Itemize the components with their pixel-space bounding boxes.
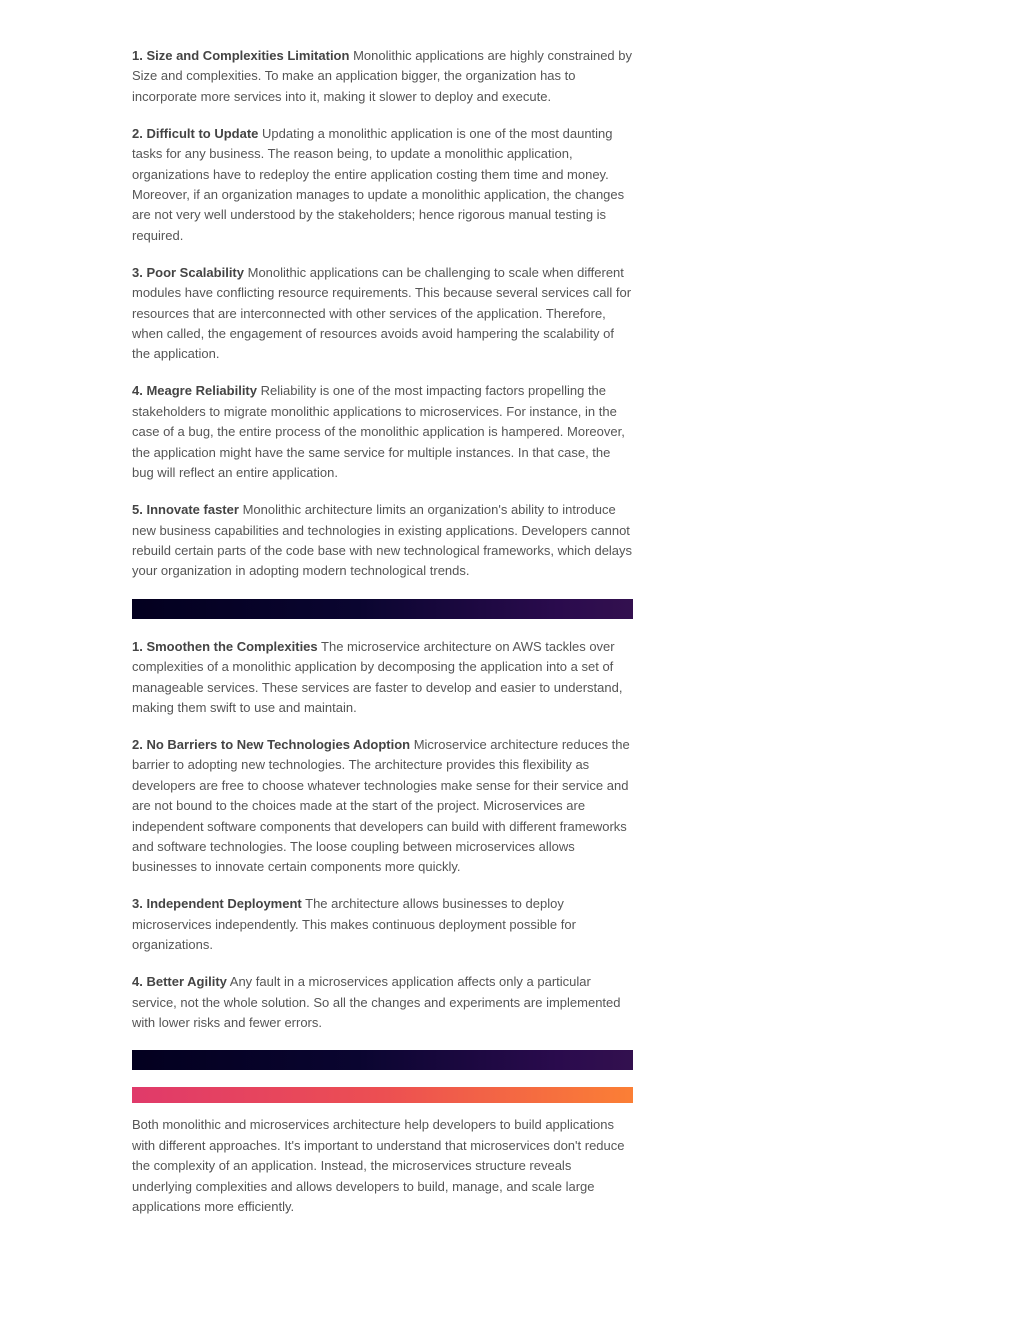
conclusion-section xyxy=(132,1115,633,1217)
challenge-text: Reliability is one of the most impacting factors propelling the stakeholders to migrate monolithic applications to microservices. For instance, in the case of a bug, the entire process of the monolithic application is hampered. Moreover, the application might have the same service for multiple instances. In that case, the bug will reflect an entire application. xyxy=(132,383,625,481)
challenge-title: 4. Meagre Reliability xyxy=(132,383,257,399)
benefit-text: The microservice architecture on AWS tackles over complexities of a monolithic application by decomposing the application into a set of manageable services. These services are faster to develop and easier to understand, making them swift to use and maintain. xyxy=(132,638,623,715)
benefit-paragraph xyxy=(132,637,633,719)
challenge-title: 2. Difficult to Update xyxy=(132,125,259,141)
challenge-title: 3. Poor Scalability xyxy=(132,264,244,280)
benefit-title: 3. Independent Deployment xyxy=(132,896,302,912)
challenge-paragraph xyxy=(132,500,633,582)
challenge-paragraph xyxy=(132,381,633,483)
challenge-paragraph xyxy=(132,263,633,365)
challenge-paragraph xyxy=(132,124,633,246)
benefit-text: Microservice architecture reduces the barrier to adopting new technologies. The architecture provides this flexibility as developers are free to choose whatever technologies make sense for their service and are not bound to the choices made at the start of the project. Microservices are independent software components that developers can build with different frameworks and software technologies. The loose coupling between microservices allows businesses to innovate certain components more quickly. xyxy=(132,736,630,875)
benefit-text: The architecture allows businesses to deploy microservices independently. This makes continuous deployment possible for organizations. xyxy=(132,896,576,953)
challenge-text: Monolithic applications are highly constrained by Size and complexities. To make an application bigger, the organization has to incorporate more services into it, making it slower to deploy and execute. xyxy=(132,48,632,104)
section-divider-banner xyxy=(132,599,633,619)
section-divider-banner xyxy=(132,1050,633,1070)
benefit-paragraph xyxy=(132,735,633,878)
article-body xyxy=(132,46,633,1217)
benefit-title: 2. No Barriers to New Technologies Adoption xyxy=(132,736,411,752)
challenge-text: Monolithic architecture limits an organization's ability to introduce new business capabilities and technologies in existing applications. Developers cannot rebuild certain parts of the code base with new technological frameworks, which delays your organization in adopting modern technological trends. xyxy=(132,502,633,579)
challenge-title: 5. Innovate faster xyxy=(132,502,239,518)
challenge-title: 1. Size and Complexities Limitation xyxy=(132,48,350,63)
conclusion-paragraph: Both monolithic and microservices architecture help developers to build applications with different approaches. It's important to understand that microservices don't reduce the complexity of an application. Instead, the microservices structure reveals underlying complexities and allows developers to build, manage, and scale large applications more efficiently. xyxy=(132,1117,625,1215)
conclusion-divider-banner xyxy=(132,1087,633,1103)
benefit-text: Any fault in a microservices application affects only a particular service, not the whole solution. So all the changes and experiments are implemented with lower risks and fewer errors. xyxy=(132,974,621,1030)
monolith-challenges-section xyxy=(132,46,633,582)
challenge-text: Monolithic applications can be challenging to scale when different modules have conflicting resource requirements. This because several services call for resources that are interconnected with other services of the application. Therefore, when called, the engagement of resources avoids avoid hampering the scalability of the application. xyxy=(132,264,632,362)
benefit-title: 1. Smoothen the Complexities xyxy=(132,638,318,654)
challenge-text: Updating a monolithic application is one of the most daunting tasks for any business. The reason being, to update a monolithic application, organizations have to redeploy the entire application costing them time and money. Moreover, if an organization manages to update a monolithic application, the changes are not very well understood by the stakeholders; hence rigorous manual testing is required. xyxy=(132,125,625,243)
benefit-paragraph xyxy=(132,894,633,955)
benefit-title: 4. Better Agility xyxy=(132,974,227,990)
microservice-benefits-section xyxy=(132,637,633,1034)
benefit-paragraph xyxy=(132,972,633,1033)
challenge-paragraph xyxy=(132,46,633,107)
